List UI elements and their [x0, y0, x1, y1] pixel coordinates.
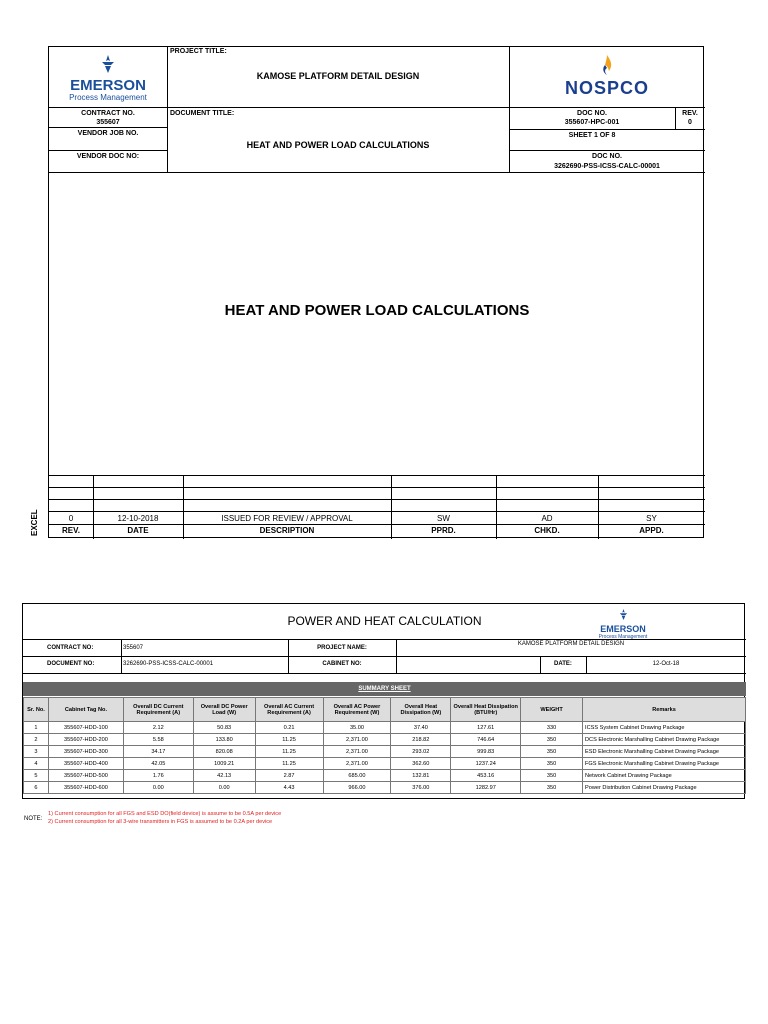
- calc-document-label: DOCUMENT NO:: [47, 661, 95, 667]
- cell-ac-current: 11.25: [255, 746, 323, 758]
- cell-weight: 350: [521, 770, 583, 782]
- rev-header-date: DATE: [127, 526, 149, 535]
- header-dc-power: Overall DC Power Load (W): [193, 698, 255, 722]
- rev-row-chkd: AD: [541, 514, 553, 523]
- emerson-logo: [49, 55, 167, 102]
- summary-bar: [23, 682, 746, 696]
- cell-dc-current: 42.05: [123, 758, 193, 770]
- cell-sr: 4: [24, 758, 49, 770]
- doc-no2: 3262690-PSS-ICSS-CALC-00001: [554, 163, 660, 170]
- cell-ac-power: 2,371.00: [323, 734, 391, 746]
- calc-title: POWER AND HEAT CALCULATION: [287, 614, 482, 628]
- rev-header-appd: APPD.: [639, 526, 664, 535]
- cell-dc-current: 1.76: [123, 770, 193, 782]
- table-row: [24, 722, 746, 734]
- cell-remarks: FGS Electronic Marshalling Cabinet Drawing Package: [583, 758, 746, 770]
- cell-heat-btu: 746.64: [451, 734, 521, 746]
- cell-dc-power: 1009.21: [193, 758, 255, 770]
- rev-header-pprd: PPRD.: [431, 526, 456, 535]
- cell-weight: 350: [521, 758, 583, 770]
- date-label: DATE:: [554, 661, 572, 667]
- rev-value: 0: [688, 119, 692, 126]
- calc-emerson-logo: [583, 607, 663, 640]
- cell-remarks: Power Distribution Cabinet Drawing Package: [583, 782, 746, 794]
- rev-row-rev: 0: [68, 514, 74, 523]
- table-row: [24, 770, 746, 782]
- cell-weight: 350: [521, 782, 583, 794]
- cell-sr: 6: [24, 782, 49, 794]
- rev-row-appd: SY: [646, 514, 657, 523]
- header-heat-w: Overall Heat Dissipation (W): [391, 698, 451, 722]
- summary-header-row: [24, 698, 746, 722]
- note-1: 1) Current consumption for all FGS and ESD DO(field device) is assume to be 0.5A per device: [48, 811, 282, 817]
- cell-ac-current: 11.25: [255, 758, 323, 770]
- cell-weight: 350: [521, 746, 583, 758]
- document-title-label: DOCUMENT TITLE:: [170, 110, 235, 117]
- cabinet-label: CABINET NO:: [322, 661, 362, 667]
- cell-heat-w: 376.00: [391, 782, 451, 794]
- cell-tag: 355607-HDD-400: [48, 758, 123, 770]
- header-sr-no: Sr. No.: [24, 698, 49, 722]
- rev-row-date: 12-10-2018: [117, 514, 159, 523]
- header-weight: WEIGHT: [521, 698, 583, 722]
- cell-tag: 355607-HDD-300: [48, 746, 123, 758]
- note-label: NOTE:: [24, 816, 43, 822]
- excel-label: EXCEL: [30, 509, 39, 536]
- cell-remarks: ESD Electronic Marshalling Cabinet Drawing Package: [583, 746, 746, 758]
- doc-no: 355607-HPC-001: [564, 119, 620, 126]
- cell-ac-current: 11.25: [255, 734, 323, 746]
- cell-heat-btu: 1282.97: [451, 782, 521, 794]
- cell-heat-btu: 127.61: [451, 722, 521, 734]
- cell-ac-current: 4.43: [255, 782, 323, 794]
- doc-no-label: DOC NO.: [577, 110, 607, 117]
- contract-label: CONTRACT NO.: [81, 110, 135, 117]
- note-2: 2) Current consumption for all 3-wire transmitters in FGS is assumed to be 0.2A per device: [48, 819, 273, 825]
- cell-heat-w: 218.82: [391, 734, 451, 746]
- vendor-job-label: VENDOR JOB NO.: [77, 130, 139, 137]
- project-title: KAMOSE PLATFORM DETAIL DESIGN: [256, 71, 420, 81]
- cell-ac-power: 685.00: [323, 770, 391, 782]
- summary-label: SUMMARY SHEET: [358, 686, 411, 692]
- emerson-sub: Process Management: [69, 93, 147, 102]
- cell-heat-btu: 453.16: [451, 770, 521, 782]
- emerson-mark-icon: [619, 609, 628, 620]
- cell-tag: 355607-HDD-200: [48, 734, 123, 746]
- cell-dc-power: 50.83: [193, 722, 255, 734]
- header-ac-current: Overall AC Current Requirement (A): [255, 698, 323, 722]
- cell-ac-current: 0.21: [255, 722, 323, 734]
- main-title: HEAT AND POWER LOAD CALCULATIONS: [224, 302, 530, 319]
- cell-dc-power: 133.80: [193, 734, 255, 746]
- cell-sr: 3: [24, 746, 49, 758]
- table-row: [24, 734, 746, 746]
- cell-ac-power: 966.00: [323, 782, 391, 794]
- cell-tag: 355607-HDD-500: [48, 770, 123, 782]
- header-heat-btu: Overall Heat Dissipation (BTU/Hr): [451, 698, 521, 722]
- cell-heat-w: 293.02: [391, 746, 451, 758]
- rev-label: REV.: [682, 110, 698, 117]
- rev-header-rev: REV.: [62, 526, 80, 535]
- cell-dc-current: 5.58: [123, 734, 193, 746]
- header-cabinet-tag: Cabinet Tag No.: [48, 698, 123, 722]
- cell-dc-current: 34.17: [123, 746, 193, 758]
- cell-dc-power: 820.08: [193, 746, 255, 758]
- project-name: KAMOSE PLATFORM DETAIL DESIGN: [517, 641, 625, 647]
- contract-no: 355607: [96, 119, 120, 126]
- cell-remarks: ICSS System Cabinet Drawing Package: [583, 722, 746, 734]
- rev-header-description: DESCRIPTION: [259, 526, 315, 535]
- summary-table: [23, 697, 746, 794]
- cell-tag: 355607-HDD-100: [48, 722, 123, 734]
- cell-weight: 330: [521, 722, 583, 734]
- nospco-name: NOSPCO: [564, 78, 649, 98]
- calc-document-no: 3262690-PSS-ICSS-CALC-00001: [123, 661, 214, 667]
- cell-heat-btu: 999.83: [451, 746, 521, 758]
- emerson-mark-icon: [101, 55, 115, 73]
- nospco-logo: [509, 55, 705, 96]
- cell-sr: 2: [24, 734, 49, 746]
- date-value: 12-Oct-18: [652, 661, 680, 667]
- header-remarks: Remarks: [583, 698, 746, 722]
- rev-header-chkd: CHKD.: [534, 526, 560, 535]
- sheet-number: SHEET 1 OF 8: [568, 132, 616, 139]
- project-title-label: PROJECT TITLE:: [170, 48, 227, 55]
- cell-remarks: Network Cabinet Drawing Package: [583, 770, 746, 782]
- cell-dc-power: 0.00: [193, 782, 255, 794]
- table-row: [24, 782, 746, 794]
- cell-heat-w: 132.81: [391, 770, 451, 782]
- emerson-name: EMERSON: [70, 77, 146, 94]
- cell-tag: 355607-HDD-600: [48, 782, 123, 794]
- header-dc-current: Overall DC Current Requirement (A): [123, 698, 193, 722]
- cell-ac-power: 2,371.00: [323, 746, 391, 758]
- cell-ac-power: 2,371.00: [323, 758, 391, 770]
- calc-emerson-sub: Process Management: [598, 634, 648, 640]
- doc-no2-label: DOC NO.: [592, 153, 622, 160]
- header-ac-power: Overall AC Power Requirement (W): [323, 698, 391, 722]
- calc-contract-label: CONTRACT NO:: [47, 645, 94, 651]
- calc-contract-no: 355607: [123, 645, 144, 651]
- cell-heat-btu: 1237.24: [451, 758, 521, 770]
- cell-heat-w: 362.60: [391, 758, 451, 770]
- table-row: [24, 746, 746, 758]
- calc-emerson-name: EMERSON: [600, 624, 646, 634]
- calc-sheet: [22, 603, 745, 799]
- rev-row-pprd: SW: [437, 514, 450, 523]
- table-row: [24, 758, 746, 770]
- project-name-label: PROJECT NAME:: [317, 645, 367, 651]
- cell-heat-w: 37.40: [391, 722, 451, 734]
- cell-dc-current: 0.00: [123, 782, 193, 794]
- cell-sr: 1: [24, 722, 49, 734]
- cover-sheet: [48, 46, 704, 538]
- document-title: HEAT AND POWER LOAD CALCULATIONS: [246, 140, 430, 150]
- cell-ac-current: 2.87: [255, 770, 323, 782]
- cell-dc-current: 2.12: [123, 722, 193, 734]
- vendor-doc-label: VENDOR DOC NO:: [76, 153, 140, 160]
- cell-dc-power: 42.13: [193, 770, 255, 782]
- cell-weight: 350: [521, 734, 583, 746]
- cell-ac-power: 35.00: [323, 722, 391, 734]
- cell-remarks: DCS Electronic Marshalling Cabinet Drawing Package: [583, 734, 746, 746]
- rev-row-description: ISSUED FOR REVIEW / APPROVAL: [221, 514, 353, 523]
- flame-icon: [599, 55, 615, 75]
- cell-sr: 5: [24, 770, 49, 782]
